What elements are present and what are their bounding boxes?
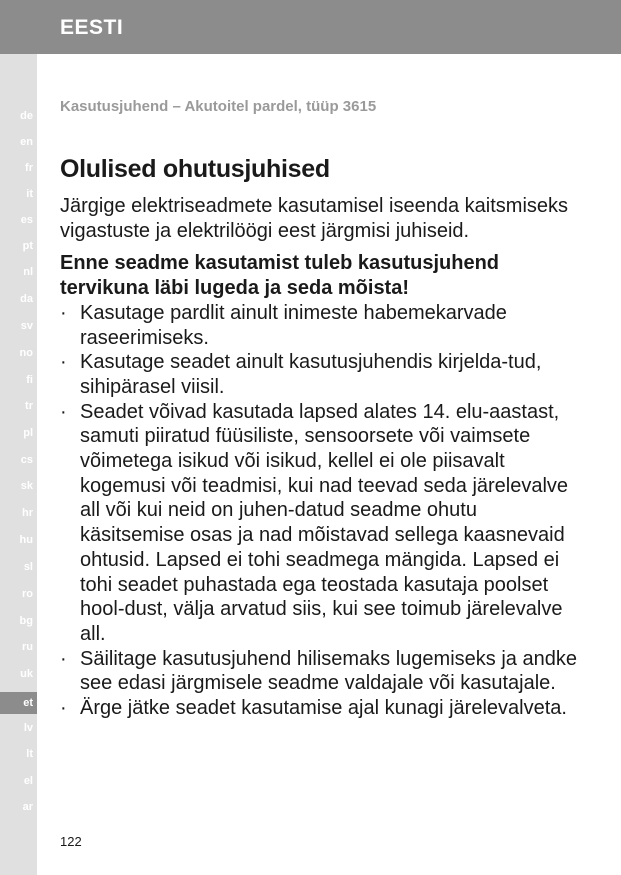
- language-tab-es[interactable]: es: [20, 214, 33, 226]
- language-tab-bg[interactable]: bg: [19, 615, 33, 627]
- language-tab-cs[interactable]: cs: [20, 454, 33, 466]
- bullet-icon: ·: [60, 301, 67, 324]
- language-tab-hr[interactable]: hr: [22, 507, 33, 519]
- language-tab-no[interactable]: no: [19, 347, 33, 359]
- list-item-text: Kasutage seadet ainult kasutusjuhendis kirjelda-tud, sihipärasel viisil.: [80, 351, 542, 398]
- language-tab-ar[interactable]: ar: [22, 801, 33, 813]
- language-tab-da[interactable]: da: [20, 293, 33, 305]
- language-tab-lv[interactable]: lv: [23, 722, 33, 734]
- intro-paragraph: Järgige elektriseadmete kasutamisel iseenda kaitsmiseks vigastuste ja elektrilöögi eest järgmisi juhiseid.: [60, 195, 569, 242]
- language-tab-el[interactable]: el: [23, 775, 33, 787]
- list-item: [60, 350, 582, 399]
- language-tab-sv[interactable]: sv: [20, 320, 33, 332]
- language-tab-ro[interactable]: ro: [22, 588, 33, 600]
- page-number: 122: [60, 834, 82, 849]
- language-tab-it[interactable]: it: [26, 188, 33, 200]
- language-title: EESTI: [60, 16, 124, 39]
- list-item: [60, 647, 582, 696]
- language-tab-sl[interactable]: sl: [23, 561, 33, 573]
- list-item-text: Seadet võivad kasutada lapsed alates 14. elu-aastast, samuti piiratud füüsiliste, sensoorsete või vaimsete võimetega isikud või isikud, kellel ei ole piisavalt kogemusi või teadmisi, kui nad teevad seda järelevalve all või kui neid on juhen-datud seadme ohutu käsitsemise osas ja nad mõistavad sellega kaasnevaid ohtusid. Lapsed ei tohi seadmega mängida. Lapsed ei tohi seadet puhastada ega teostada kasutaja poolset hool-dust, välja arvatud siis, kui see toimub järelevalve all.: [80, 400, 569, 645]
- header-bar: [0, 0, 621, 54]
- language-tab-nl[interactable]: nl: [23, 266, 33, 278]
- language-tab-hu[interactable]: hu: [19, 534, 33, 546]
- warning-paragraph: Enne seadme kasutamist tuleb kasutusjuhend tervikuna läbi lugeda ja seda mõista!: [60, 252, 500, 300]
- language-tab-sk[interactable]: sk: [20, 480, 33, 492]
- bullet-icon: ·: [60, 351, 67, 374]
- language-tab-lt[interactable]: lt: [26, 748, 33, 760]
- document-subtitle: Kasutusjuhend – Akutoitel pardel, tüüp 3615: [60, 98, 377, 115]
- language-tab-tr[interactable]: tr: [25, 400, 33, 412]
- language-tab-fr[interactable]: fr: [25, 162, 33, 174]
- bullet-icon: ·: [60, 647, 67, 670]
- list-item-text: Säilitage kasutusjuhend hilisemaks lugemiseks ja andke see edasi järgmisele seadme valdajale või kasutajale.: [80, 647, 577, 695]
- list-item: [60, 696, 582, 721]
- language-tab-ru[interactable]: ru: [22, 641, 33, 653]
- language-sidebar: [0, 54, 37, 875]
- list-item-text: Kasutage pardlit ainult inimeste habemekarvade raseerimiseks.: [80, 301, 507, 349]
- document-body: [60, 194, 582, 721]
- language-tab-fi[interactable]: fi: [26, 374, 33, 386]
- list-item-text: Ärge jätke seadet kasutamise ajal kunagi järelevalveta.: [80, 697, 567, 720]
- language-tab-pl[interactable]: pl: [23, 427, 33, 439]
- language-tab-de[interactable]: de: [20, 110, 33, 122]
- list-item: [60, 400, 582, 647]
- bullet-icon: ·: [60, 697, 67, 720]
- section-heading: Olulised ohutusjuhised: [60, 155, 330, 183]
- safety-list: [60, 301, 582, 721]
- list-item: [60, 301, 582, 350]
- language-tab-en[interactable]: en: [20, 136, 33, 148]
- bullet-icon: ·: [60, 400, 67, 423]
- language-tab-pt[interactable]: pt: [22, 240, 33, 252]
- language-tab-et-active[interactable]: et: [0, 692, 37, 714]
- language-tab-uk[interactable]: uk: [20, 668, 33, 680]
